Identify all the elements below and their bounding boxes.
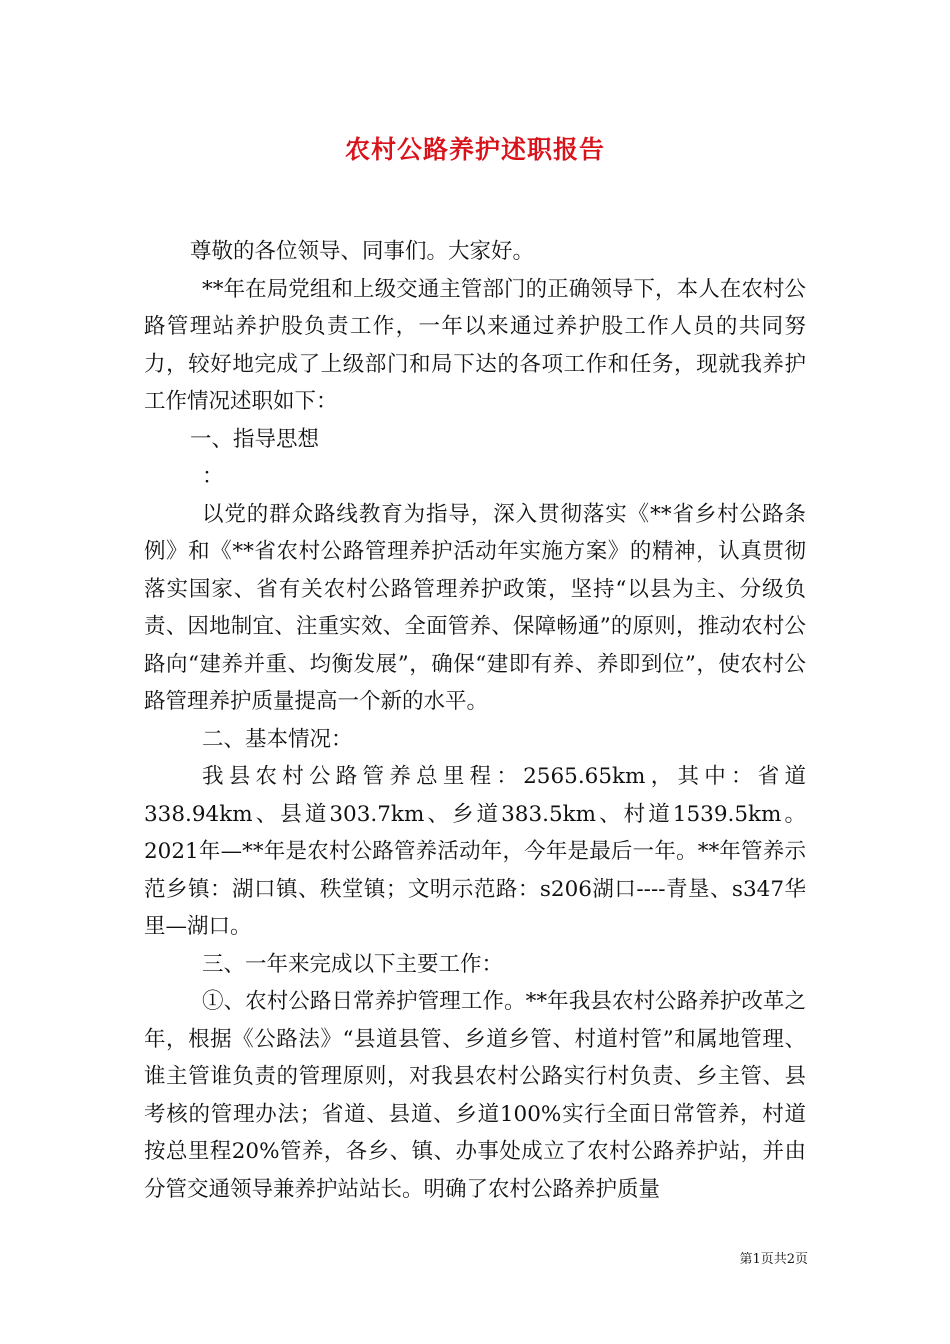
document-body	[144, 233, 806, 1208]
guiding-ideology-paragraph: 以党的群众路线教育为指导，深入贯彻落实《**省乡村公路条例》和《**省农村公路管理养护活动年实施方案》的精神，认真贯彻落实国家、省有关农村公路管理养护政策，坚持“以县为主、分级负责、因地制宜、注重实效、全面管养、保障畅通”的原则，推动农村公路向“建养并重、均衡发展”，确保“建即有养、养即到位”，使农村公路管理养护质量提高一个新的水平。	[144, 501, 806, 714]
document-title: 农村公路养护述职报告	[344, 135, 605, 164]
main-work-paragraph: ①、农村公路日常养护管理工作。**年我县农村公路养护改革之年，根据《公路法》“县道县管、乡道乡管、村道村管”和属地管理、谁主管谁负责的管理原则，对我县农村公路实行村负责、乡主管、县考核的管理办法；省道、县道、乡道100%实行全面日常管养，村道按总里程20%管养，各乡、镇、办事处成立了农村公路养护站，并由分管交通领导兼养护站站长。明确了农村公路养护质量	[144, 989, 806, 1202]
page-number: 第1页共2页	[739, 1252, 808, 1267]
colon-line: ：	[202, 464, 224, 489]
section-heading-2: 二、基本情况：	[202, 726, 353, 752]
basic-info-paragraph: 338.94km、县道303.7km、乡道383.5km、村道1539.5km。2021年—**年是农村公路管养活动年，今年是最后一年。**年管养示范乡镇：湖口镇、秩堂镇；文明示范路：s206湖口----青垦、s347华里—湖口。	[144, 801, 806, 939]
basic-info-paragraph-line1: 我县农村公路管养总里程：2565.65km，其中：省道	[202, 764, 806, 789]
intro-paragraph: **年在局党组和上级交通主管部门的正确领导下，本人在农村公路管理站养护股负责工作，一年以来通过养护股工作人员的共同努力，较好地完成了上级部门和局下达的各项工作和任务，现就我养护工作情况述职如下：	[144, 276, 806, 414]
section-heading-3: 三、一年来完成以下主要工作：	[202, 951, 504, 977]
greeting-paragraph: 尊敬的各位领导、同事们。大家好。	[190, 239, 535, 264]
section-heading-1: 一、指导思想	[190, 426, 320, 452]
